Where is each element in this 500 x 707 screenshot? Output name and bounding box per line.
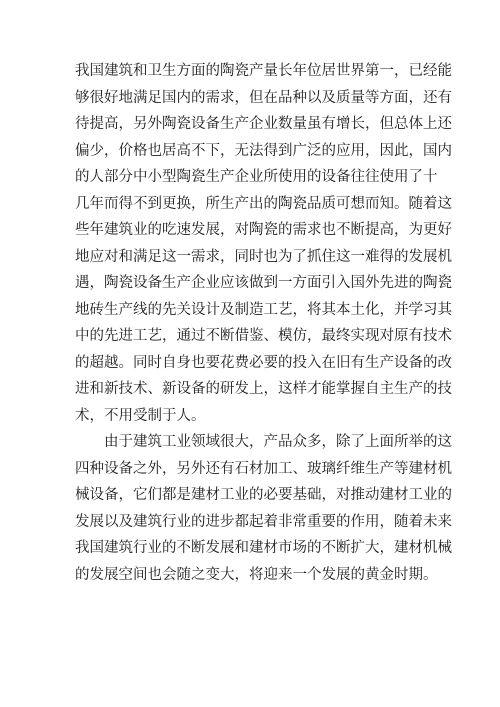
text-line: 四种设备之外，另外还有石材加工、玻璃纤维生产等建材机 <box>75 460 452 477</box>
text-line: 械设备，它们都是建材工业的必要基础，对推动建材工业的 <box>75 487 452 503</box>
text-line: 我国建筑行业的不断发展和建材市场的不断扩大，建材机械 <box>75 540 452 556</box>
text-line: 偏少，价格也居高不下，无法得到广泛的应用，因此，国内 <box>75 142 452 159</box>
text-line: 地应对和满足这一需求，同时也为了抓住这一难得的发展机 <box>75 248 452 265</box>
text-line: 进和新技术、新设备的研发上，这样才能掌握自主生产的技 <box>75 381 452 397</box>
text-line: 发展以及建筑行业的进步都起着非常重要的作用，随着未来 <box>75 513 452 530</box>
text-line: 些年建筑业的吃速发展，对陶瓷的需求也不断提高，为更好 <box>75 222 452 238</box>
text-line: 的发展空间也会随之变大，将迎来一个发展的黄金时期。 <box>75 566 438 583</box>
paragraph-2 <box>75 429 452 588</box>
text-line: 几年而得不到更换，所生产出的陶瓷品质可想而知。随着这 <box>75 195 452 212</box>
paragraph-1 <box>75 58 452 429</box>
text-line: 的人部分中小型陶瓷生产企业所使用的设备往往使用了十 <box>75 169 438 185</box>
text-line: 由于建筑工业领域很大，产品众多，除了上面所举的这 <box>104 434 452 450</box>
text-line: 遇，陶瓷设备生产企业应该做到一方面引入国外先进的陶瓷 <box>75 275 452 291</box>
text-line: 够很好地满足国内的需求，但在品种以及质量等方面，还有 <box>75 89 452 106</box>
text-line: 的超越。同时自身也要花费必要的投入在旧有生产设备的改 <box>75 354 452 371</box>
text-line: 待提高，另外陶瓷设备生产企业数量虽有增长，但总体上还 <box>75 116 452 132</box>
body-text <box>75 58 452 588</box>
text-line: 中的先进工艺，通过不断借鉴、模仿，最终实现对原有技术 <box>75 328 452 344</box>
text-line: 术，不用受制于人。 <box>75 407 206 424</box>
text-line: 地砖生产线的先关设计及制造工艺，将其本土化，并学习其 <box>75 301 452 318</box>
text-line: 我国建筑和卫生方面的陶瓷产量长年位居世界第一，已经能 <box>75 63 452 79</box>
